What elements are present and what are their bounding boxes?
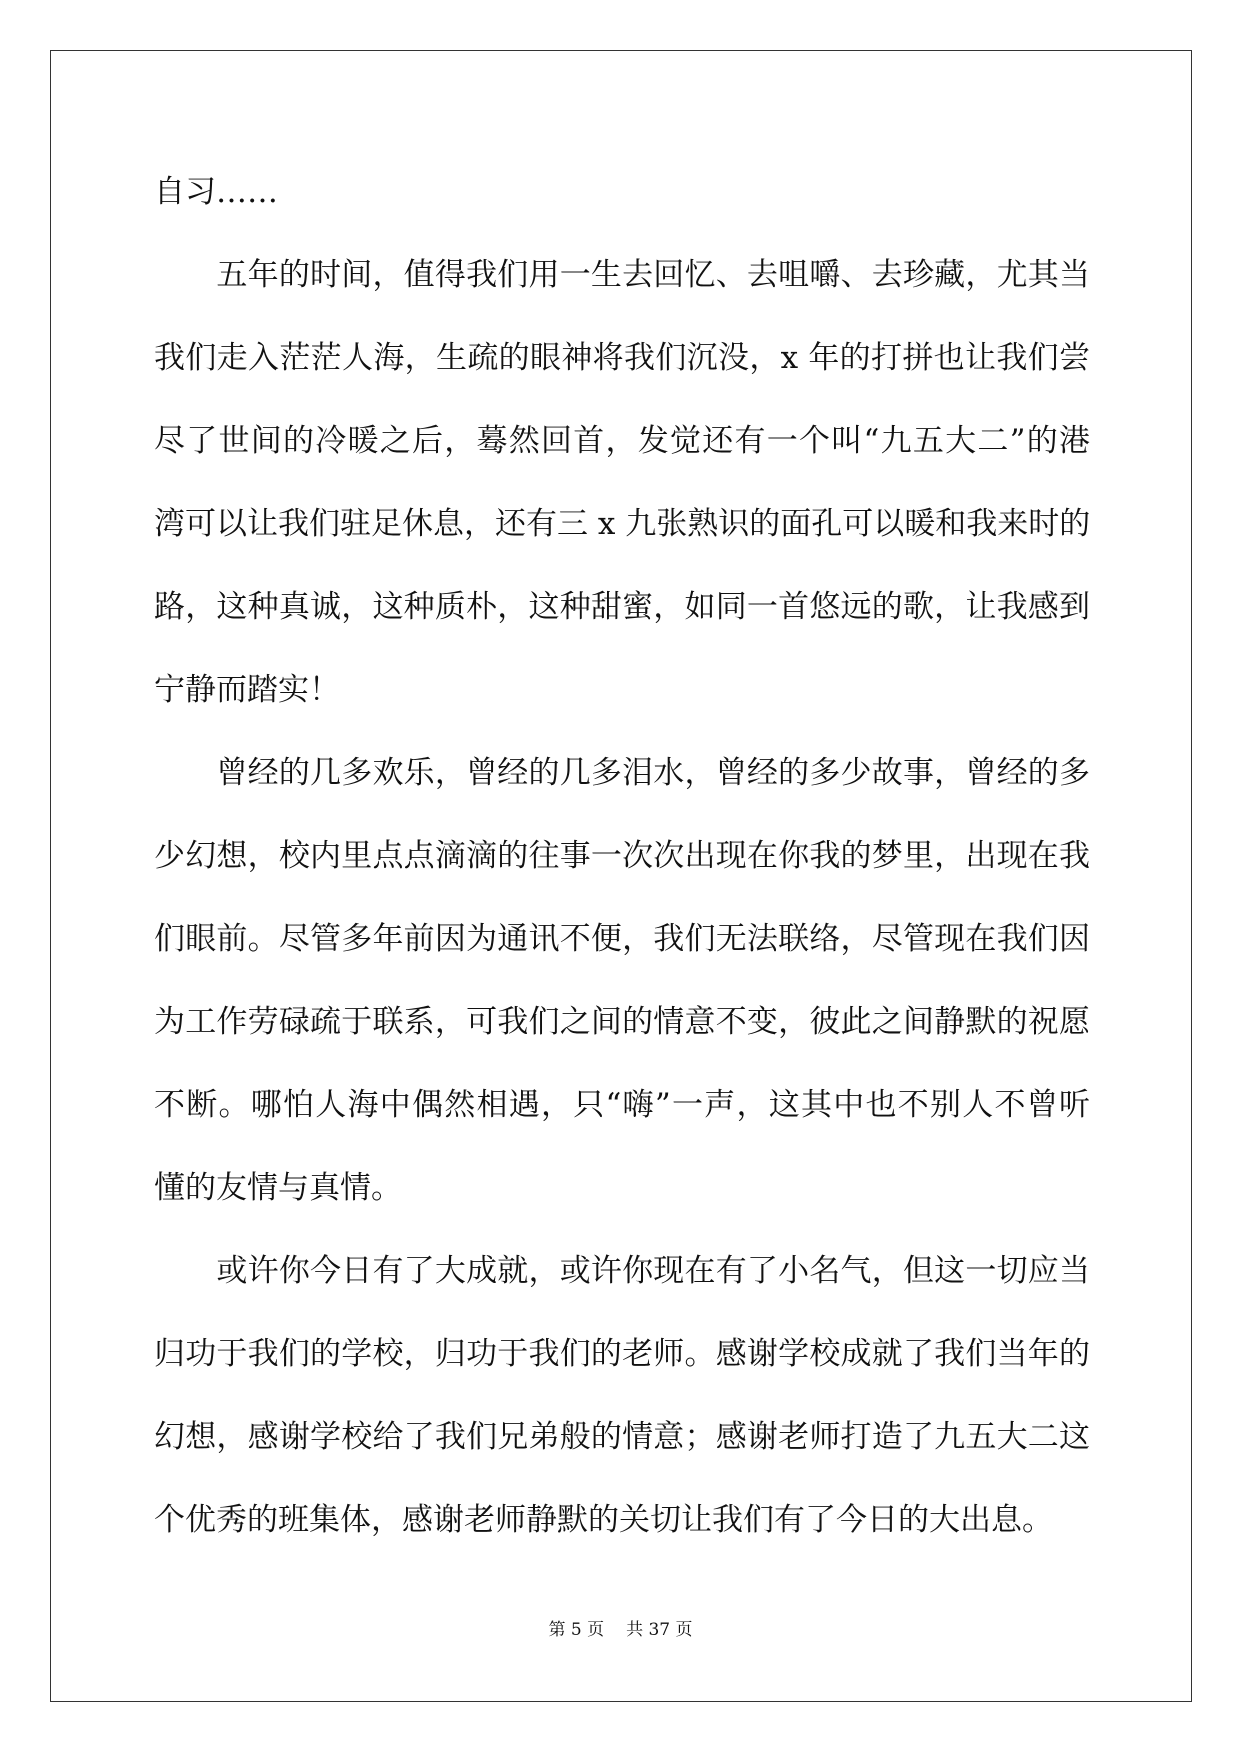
text-line: 幻想，感谢学校给了我们兄弟般的情意；感谢老师打造了九五大二这 — [154, 1419, 1090, 1455]
page-number: 第 5 页 — [548, 1620, 605, 1640]
text-line: 尽了世间的冷暖之后，蓦然回首，发觉还有一个叫“九五大二”的港 — [154, 423, 1090, 459]
text-line: 少幻想，校内里点点滴滴的往事一次次出现在你我的梦里，出现在我 — [154, 838, 1090, 874]
text-line: 宁静而踏实！ — [154, 672, 340, 708]
text-line: 路，这种真诚，这种质朴，这种甜蜜，如同一首悠远的歌，让我感到 — [154, 589, 1090, 625]
text-line: 不断。哪怕人海中偶然相遇，只“嗨”一声，这其中也不别人不曾听 — [154, 1087, 1090, 1123]
text-line: 曾经的几多欢乐，曾经的几多泪水，曾经的多少故事，曾经的多 — [154, 755, 1090, 791]
text-line: 湾可以让我们驻足休息，还有三 x 九张熟识的面孔可以暖和我来时的 — [154, 506, 1091, 542]
text-line: 懂的友情与真情。 — [154, 1170, 402, 1206]
text-line: 或许你今日有了大成就，或许你现在有了小名气，但这一切应当 — [154, 1253, 1090, 1289]
text-line: 们眼前。尽管多年前因为通讯不便，我们无法联络，尽管现在我们因 — [154, 921, 1090, 957]
document-body — [154, 152, 1090, 1563]
text-line: 归功于我们的学校，归功于我们的老师。感谢学校成就了我们当年的 — [154, 1336, 1090, 1372]
page-total: 共 37 页 — [626, 1620, 693, 1640]
text-line: 我们走入茫茫人海，生疏的眼神将我们沉没，x 年的打拼也让我们尝 — [154, 340, 1090, 376]
page-footer — [0, 1615, 1241, 1640]
text-line: 个优秀的班集体，感谢老师静默的关切让我们有了今日的大出息。 — [154, 1502, 1053, 1538]
text-line: 自习…… — [154, 174, 278, 210]
text-line: 为工作劳碌疏于联系，可我们之间的情意不变，彼此之间静默的祝愿 — [154, 1004, 1090, 1040]
text-line: 五年的时间，值得我们用一生去回忆、去咀嚼、去珍藏，尤其当 — [154, 257, 1090, 293]
